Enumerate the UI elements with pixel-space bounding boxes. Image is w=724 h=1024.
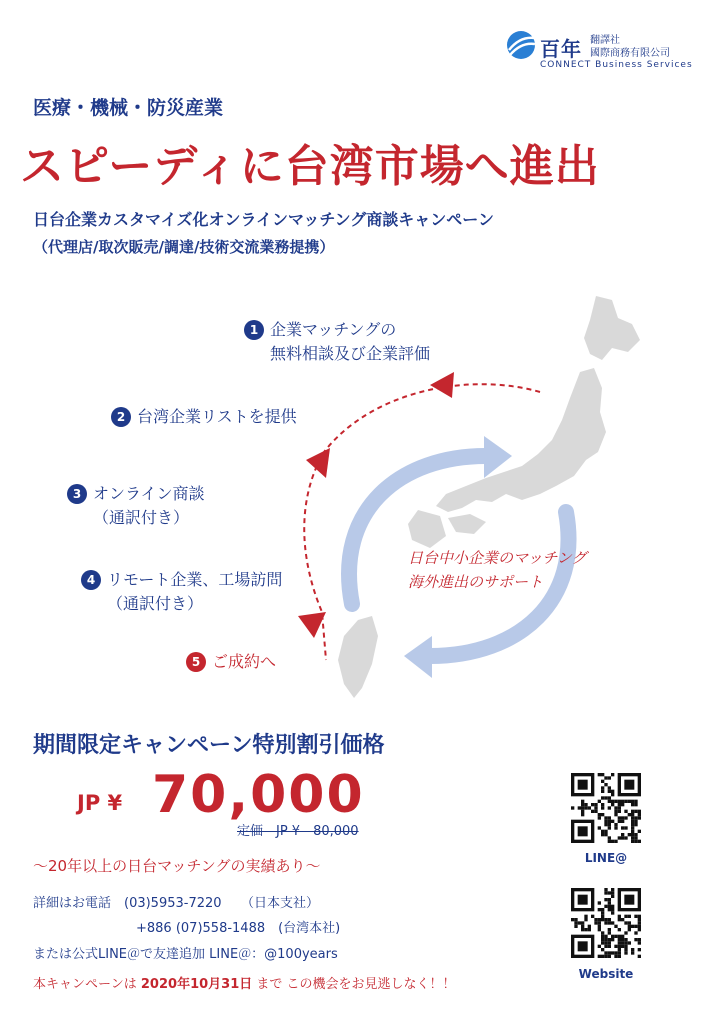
track-record: ～20年以上の日台マッチングの実績あり～ — [33, 857, 321, 875]
partner-types: （代理店/取次販売/調達/技術交流業務提携） — [33, 238, 335, 256]
logo-swoosh-icon — [506, 30, 536, 60]
step-number: 2 — [111, 407, 131, 427]
line-qr-code[interactable] — [571, 773, 641, 843]
step-2 — [111, 405, 297, 429]
step-5 — [186, 650, 276, 674]
campaign-price: 70,000 — [152, 765, 365, 825]
step-number: 3 — [67, 484, 87, 504]
line-account-info: または公式LINE＠で友達追加 LINE＠：@100years — [33, 947, 338, 962]
price-currency: JP ¥ — [77, 791, 123, 815]
step-text: リモート企業、工場訪問 — [107, 570, 283, 589]
website-qr-code[interactable] — [571, 888, 641, 958]
step-text: 台湾企業リストを提供 — [137, 407, 297, 426]
deadline-suffix: まで この機会をお見逃しなく！！ — [256, 977, 456, 992]
deadline-notice — [33, 973, 456, 992]
campaign-title: 日台企業カスタマイズ化オンラインマッチング商談キャンペーン — [33, 210, 494, 229]
step-text: オンライン商談 — [93, 484, 205, 503]
step-text-line2: （通訳付き） — [93, 508, 190, 527]
support-line2: 海外進出のサポート — [408, 573, 544, 591]
headline: スピーディに台湾市場へ進出 — [20, 141, 600, 192]
offer-title: 期間限定キャンペーン特別割引価格 — [33, 733, 385, 758]
step-number: 4 — [81, 570, 101, 590]
support-caption — [408, 546, 586, 594]
step-1 — [244, 318, 430, 366]
step-number: 5 — [186, 652, 206, 672]
step-3 — [67, 482, 205, 530]
industry-label: 医療・機械・防災産業 — [33, 97, 224, 119]
contact-japan: 詳細はお電話 (03)5953-7220 （日本支社） — [33, 896, 320, 911]
step-number: 1 — [244, 320, 264, 340]
contact-taiwan: +886 (07)558-1488 (台湾本社) — [136, 921, 341, 936]
taiwan-map-icon — [338, 616, 378, 698]
step-text-line2: 無料相談及び企業評価 — [270, 344, 431, 363]
logo-sub-line2: 國際商務有限公司 — [590, 48, 670, 59]
line-qr-label: LINE@ — [584, 851, 628, 865]
step-4 — [81, 568, 282, 616]
deadline-prefix: 本キャンペーンは — [33, 977, 137, 992]
website-qr-label: Website — [578, 967, 634, 981]
logo-sub-line1: 翻譯社 — [590, 35, 620, 46]
japan-map-icon — [408, 296, 640, 548]
company-logo — [506, 30, 706, 72]
support-line1: 日台中小企業のマッチング — [408, 549, 587, 567]
regular-price: 定価 JP ¥ 80,000 — [237, 824, 359, 839]
logo-name-zh: 百年 — [540, 37, 582, 61]
step-text-line2: （通訳付き） — [107, 594, 204, 613]
step-text: ご成約へ — [212, 652, 277, 671]
logo-name-en: CONNECT Business Services — [540, 60, 693, 70]
deadline-date: 2020年10月31日 — [140, 977, 253, 992]
step-text: 企業マッチングの — [270, 320, 397, 339]
